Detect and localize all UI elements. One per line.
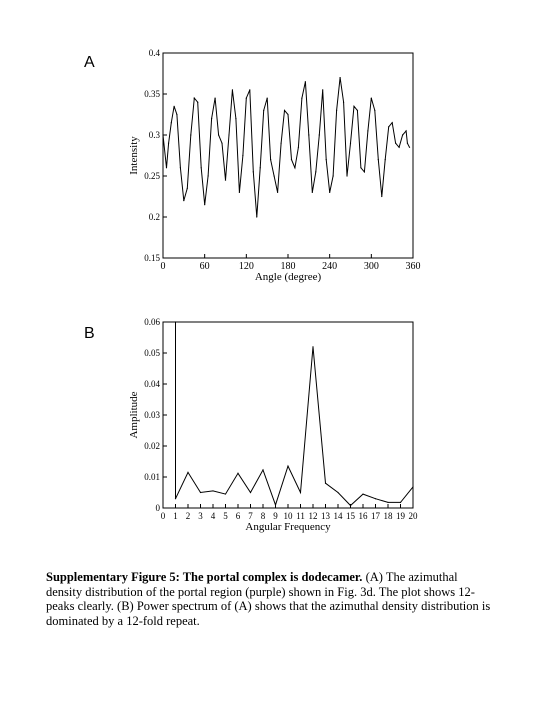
y-tick-label-b: 0.04 — [144, 379, 160, 389]
data-point-a — [176, 114, 177, 115]
data-point-b — [175, 498, 176, 499]
data-point-b — [200, 492, 201, 493]
x-tick-label-a: 360 — [405, 261, 421, 272]
data-point-a — [253, 171, 254, 172]
data-line-b — [176, 322, 414, 506]
y-tick-label-a: 0.35 — [144, 89, 160, 99]
data-point-b — [400, 502, 401, 503]
y-tick-label-a: 0.2 — [148, 212, 160, 222]
data-point-b — [337, 492, 338, 493]
data-point-a — [367, 130, 368, 131]
x-tick-label-b: 17 — [371, 511, 380, 521]
data-point-a — [270, 159, 271, 160]
data-point-a — [225, 180, 226, 181]
data-point-a — [319, 134, 320, 135]
data-point-a — [256, 216, 257, 217]
data-point-a — [305, 81, 306, 82]
plot-frame-b — [163, 322, 413, 508]
data-point-a — [301, 98, 302, 99]
data-point-a — [194, 98, 195, 99]
data-point-a — [298, 147, 299, 148]
data-point-a — [166, 167, 167, 168]
data-point-b — [325, 483, 326, 484]
data-point-a — [232, 89, 233, 90]
data-point-a — [263, 110, 264, 111]
data-point-a — [214, 98, 215, 99]
data-point-a — [381, 196, 382, 197]
data-point-a — [228, 134, 229, 135]
data-point-a — [280, 143, 281, 144]
data-point-a — [388, 126, 389, 127]
x-tick-label-b: 3 — [198, 511, 203, 521]
data-point-a — [204, 204, 205, 205]
y-axis-label-a: Intensity — [128, 136, 140, 175]
y-tick-label-b: 0.06 — [144, 317, 160, 327]
panel-label-a: A — [84, 54, 95, 71]
data-point-a — [346, 175, 347, 176]
data-point-a — [360, 167, 361, 168]
caption-title: Supplementary Figure 5: The portal complex is dodecamer. — [46, 570, 363, 584]
data-point-a — [277, 192, 278, 193]
data-point-a — [197, 102, 198, 103]
data-point-a — [287, 114, 288, 115]
data-point-a — [274, 175, 275, 176]
x-tick-label-b: 15 — [346, 511, 355, 521]
data-point-a — [409, 147, 410, 148]
x-tick-label-b: 0 — [160, 511, 166, 521]
data-point-b — [225, 493, 226, 494]
data-point-b — [187, 472, 188, 473]
x-tick-label-b: 18 — [383, 511, 393, 521]
data-point-a — [174, 106, 175, 107]
data-point-a — [405, 130, 406, 131]
data-point-a — [322, 89, 323, 90]
data-point-a — [350, 143, 351, 144]
x-tick-label-b: 19 — [396, 511, 405, 521]
data-point-a — [267, 98, 268, 99]
data-point-a — [190, 134, 191, 135]
data-point-b — [350, 505, 351, 506]
data-point-a — [246, 98, 247, 99]
data-point-a — [312, 192, 313, 193]
x-tick-label-b: 5 — [223, 511, 228, 521]
data-point-b — [412, 486, 413, 487]
data-point-a — [162, 134, 163, 135]
data-point-a — [171, 122, 172, 123]
data-point-b — [312, 346, 313, 347]
data-point-a — [329, 192, 330, 193]
data-point-a — [235, 118, 236, 119]
data-point-a — [208, 175, 209, 176]
x-tick-label-b: 8 — [260, 511, 266, 521]
x-axis-label-a: Angle (degree) — [254, 271, 322, 283]
data-point-a — [183, 200, 184, 201]
x-tick-label-b: 1 — [173, 511, 178, 521]
y-tick-label-b: 0 — [155, 503, 160, 513]
data-point-a — [371, 98, 372, 99]
y-tick-label-b: 0.03 — [144, 410, 160, 420]
data-point-a — [201, 167, 202, 168]
x-tick-label-a: 0 — [160, 261, 166, 272]
data-point-a — [249, 89, 250, 90]
data-point-a — [308, 134, 309, 135]
data-point-a — [284, 110, 285, 111]
x-tick-label-a: 60 — [199, 261, 210, 272]
data-point-b — [387, 502, 388, 503]
data-point-b — [175, 321, 176, 322]
data-point-a — [374, 110, 375, 111]
figure-caption — [46, 570, 494, 628]
x-tick-label-b: 10 — [283, 511, 293, 521]
data-point-b — [237, 473, 238, 474]
x-tick-label-b: 12 — [308, 511, 318, 521]
data-point-a — [336, 110, 337, 111]
x-tick-label-b: 20 — [408, 511, 418, 521]
x-tick-label-b: 4 — [210, 511, 216, 521]
data-point-a — [407, 143, 408, 144]
x-tick-label-b: 6 — [235, 511, 241, 521]
data-point-a — [392, 122, 393, 123]
x-tick-label-a: 180 — [280, 261, 296, 272]
y-tick-label-a: 0.3 — [148, 130, 160, 140]
x-axis-label-b: Angular Frequency — [245, 521, 331, 533]
data-point-b — [275, 504, 276, 505]
data-point-b — [262, 469, 263, 470]
x-tick-label-b: 13 — [321, 511, 330, 521]
data-point-a — [399, 147, 400, 148]
data-point-a — [402, 134, 403, 135]
data-point-a — [343, 102, 344, 103]
data-point-a — [378, 159, 379, 160]
data-point-a — [333, 175, 334, 176]
data-point-a — [211, 118, 212, 119]
y-axis-label-b: Amplitude — [128, 391, 140, 439]
data-point-a — [168, 143, 169, 144]
data-point-a — [291, 159, 292, 160]
data-point-a — [395, 143, 396, 144]
data-point-a — [260, 167, 261, 168]
data-point-a — [221, 143, 222, 144]
data-point-b — [362, 493, 363, 494]
x-tick-label-b: 9 — [273, 511, 278, 521]
data-point-b — [250, 492, 251, 493]
data-point-a — [218, 134, 219, 135]
data-point-a — [357, 110, 358, 111]
x-tick-label-b: 7 — [248, 511, 253, 521]
y-tick-label-b: 0.01 — [144, 472, 160, 482]
y-tick-label-b: 0.05 — [144, 348, 160, 358]
data-point-a — [326, 159, 327, 160]
x-tick-label-a: 240 — [322, 261, 338, 272]
y-tick-label-a: 0.25 — [144, 171, 160, 181]
data-point-a — [294, 167, 295, 168]
data-point-a — [353, 106, 354, 107]
data-point-a — [315, 171, 316, 172]
y-tick-label-b: 0.02 — [144, 441, 160, 451]
data-point-a — [339, 77, 340, 78]
data-point-a — [364, 171, 365, 172]
x-tick-label-b: 16 — [358, 511, 368, 521]
data-point-b — [287, 466, 288, 467]
data-point-a — [242, 155, 243, 156]
data-point-b — [212, 490, 213, 491]
data-line-a — [163, 78, 410, 217]
panel-label-b: B — [84, 325, 95, 342]
y-tick-label-a: 0.15 — [144, 253, 160, 263]
caption-body: (A) The azimuthal density distribution of the portal region (purple) shown in Fig. 3d. The plot shows 12-peaks clearly. (B) Power spectrum of (A) shows that the azimuthal density distribution is dominated by a 12-fold repeat. — [46, 570, 491, 628]
data-point-a — [187, 188, 188, 189]
data-point-a — [180, 167, 181, 168]
y-tick-label-a: 0.4 — [148, 48, 160, 58]
x-tick-label-a: 300 — [363, 261, 379, 272]
data-point-b — [300, 492, 301, 493]
x-tick-label-b: 11 — [296, 511, 305, 521]
data-point-b — [375, 498, 376, 499]
x-tick-label-b: 14 — [333, 511, 343, 521]
data-point-a — [239, 192, 240, 193]
data-point-a — [385, 159, 386, 160]
x-tick-label-b: 2 — [185, 511, 191, 521]
x-tick-label-a: 120 — [238, 261, 254, 272]
